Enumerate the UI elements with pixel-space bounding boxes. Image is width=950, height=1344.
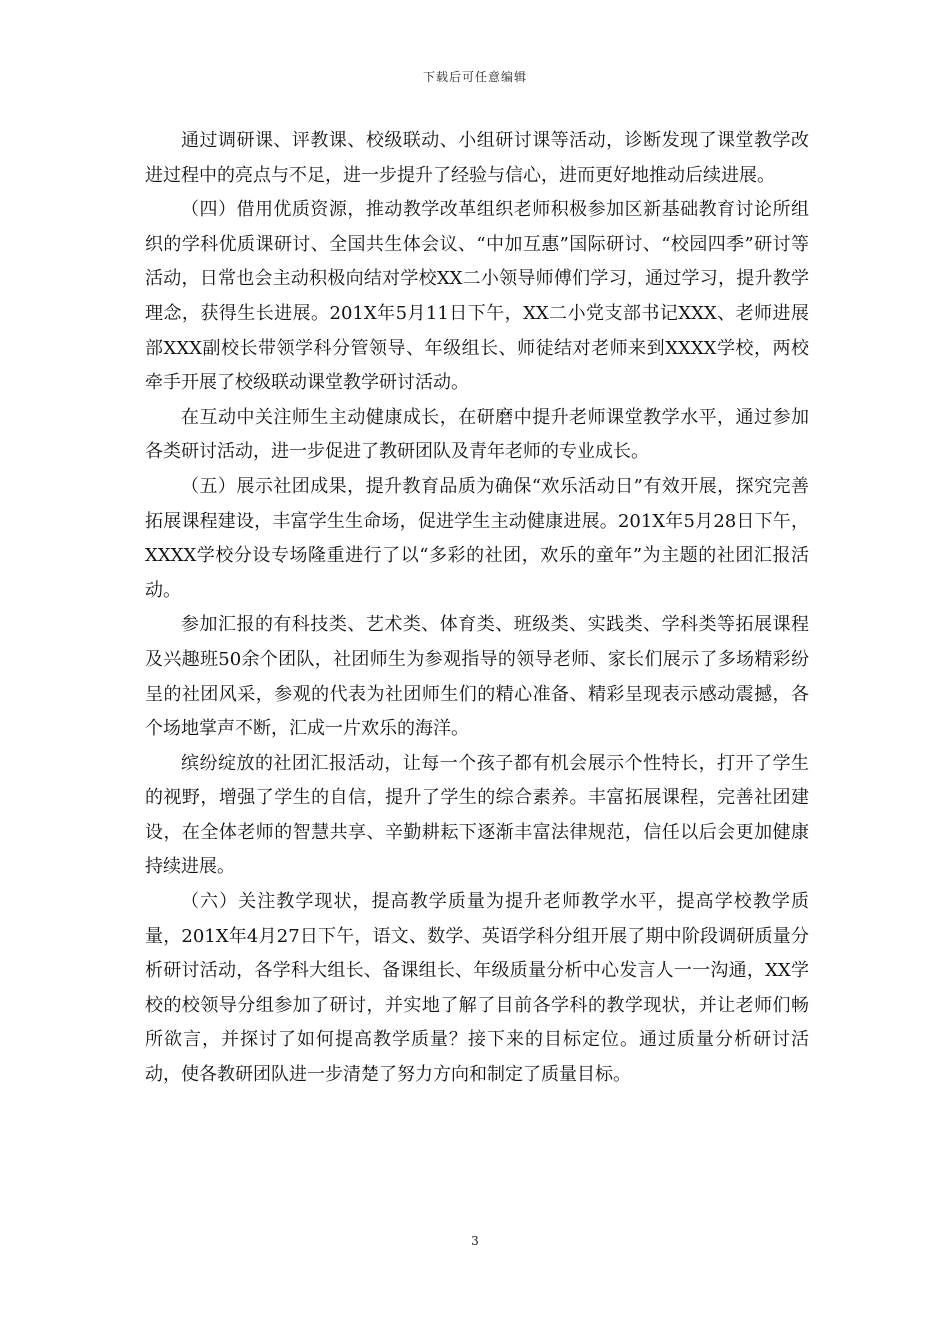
page-header: 下载后可任意编辑 <box>422 70 527 84</box>
paragraph-2: （四）借用优质资源，推动教学改革组织老师积极参加区新基础教育讨论所组织的学科优质课研讨、全国共生体会议、“中加互惠”国际研讨、“校园四季”研讨等活动，日常也会主动积极向结对学校XX二小领导师傅们学习，通过学习，提升教学理念，获得生长进展。201X年5月11日下午，XX二小党支部书记XXX、老师进展部XXX副校长带领学科分管领导、年级组长、师徒结对老师来到XXXX学校，两校牵手开展了校级联动课堂教学研讨活动。 <box>145 199 809 394</box>
paragraph-6: 缤纷绽放的社团汇报活动，让每一个孩子都有机会展示个性特长，打开了学生的视野，增强了学生的自信，提升了学生的综合素养。丰富拓展课程，完善社团建设，在全体老师的智慧共享、辛勤耕耘下逐渐丰富法律规范，信任以后会更加健康持续进展。 <box>145 752 809 878</box>
paragraph-7: （六）关注教学现状，提高教学质量为提升老师教学水平，提高学校教学质量，201X年4月27日下午，语文、数学、英语学科分组开展了期中阶段调研质量分析研讨活动，各学科大组长、备课组长、年级质量分析中心发言人一一沟通，XX学校的校领导分组参加了研讨，并实地了解了目前各学科的教学现状，并让老师们畅所欲言，并探讨了如何提高教学质量？接下来的目标定位。通过质量分析研讨活动，使各教研团队进一步清楚了努力方向和制定了质量目标。 <box>145 891 809 1086</box>
paragraph-5: 参加汇报的有科技类、艺术类、体育类、班级类、实践类、学科类等拓展课程及兴趣班50余个团队，社团师生为参观指导的领导老师、家长们展示了多场精彩纷呈的社团风采，参观的代表为社团师生们的精心准备、精彩呈现表示感动震撼，各个场地掌声不断，汇成一片欢乐的海洋。 <box>145 614 809 740</box>
page-number: 3 <box>471 1234 479 1248</box>
paragraph-1: 通过调研课、评教课、校级联动、小组研讨课等活动，诊断发现了课堂教学改进过程中的亮点与不足，进一步提升了经验与信心，进而更好地推动后续进展。 <box>145 130 809 186</box>
document-body <box>145 124 809 1093</box>
paragraph-3: 在互动中关注师生主动健康成长，在研磨中提升老师课堂教学水平，通过参加各类研讨活动，进一步促进了教研团队及青年老师的专业成长。 <box>145 406 809 463</box>
paragraph-4: （五）展示社团成果，提升教育品质为确保“欢乐活动日”有效开展，探究完善拓展课程建设，丰富学生生命场，促进学生主动健康进展。201X年5月28日下午，XXXX学校分设专场隆重进行了以“多彩的社团，欢乐的童年”为主题的社团汇报活动。 <box>145 475 809 601</box>
